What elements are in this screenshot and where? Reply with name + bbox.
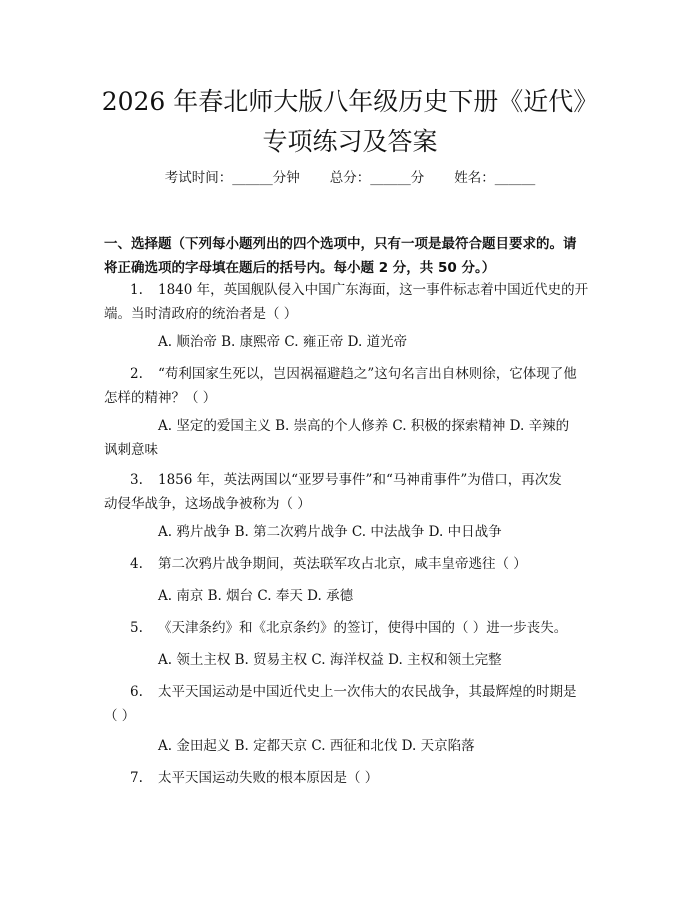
document-title-line-2: 专项练习及答案 bbox=[262, 127, 438, 156]
question-number: 3. bbox=[130, 472, 143, 488]
exam-info bbox=[0, 168, 700, 188]
question-3 bbox=[104, 468, 604, 516]
question-number: 4. bbox=[130, 556, 143, 572]
section-heading-line-1: 一、选择题（下列每小题列出的四个选项中，只有一项是最符合题目要求的。请 bbox=[104, 236, 577, 252]
exam-time-field: 考试时间：______分钟 bbox=[164, 170, 300, 186]
exam-score-field: 总分：______分 bbox=[329, 170, 425, 186]
question-6 bbox=[104, 680, 604, 728]
question-stem-line-2: 端。当时清政府的统治者是（ ） bbox=[104, 306, 298, 322]
question-4-options bbox=[104, 584, 604, 608]
question-stem-line-1: 第二次鸦片战争期间，英法联军攻占北京，咸丰皇帝逃往（ ） bbox=[158, 556, 527, 572]
question-stem-line-1: 《天津条约》和《北京条约》的签订，使得中国的（ ）进一步丧失。 bbox=[158, 620, 568, 636]
question-stem-line-2: 怎样的精神？（ ） bbox=[104, 390, 217, 406]
question-stem-line-2: （ ） bbox=[104, 708, 136, 724]
question-3-options bbox=[104, 520, 604, 544]
question-number: 7. bbox=[130, 770, 143, 786]
options-line-1: A. 南京 B. 烟台 C. 奉天 D. 承德 bbox=[158, 588, 354, 604]
question-number: 2. bbox=[130, 366, 143, 382]
section-heading bbox=[104, 232, 604, 280]
question-stem-line-2: 动侵华战争，这场战争被称为（ ） bbox=[104, 496, 311, 512]
options-line-1: A. 金田起义 B. 定都天京 C. 西征和北伐 D. 天京陷落 bbox=[158, 738, 475, 754]
options-line-1: A. 领土主权 B. 贸易主权 C. 海洋权益 D. 主权和领土完整 bbox=[158, 652, 502, 668]
options-line-1: A. 鸦片战争 B. 第二次鸦片战争 C. 中法战争 D. 中日战争 bbox=[158, 524, 502, 540]
question-1-options bbox=[104, 330, 604, 354]
question-number: 6. bbox=[130, 684, 143, 700]
options-line-1: A. 顺治帝 B. 康熙帝 C. 雍正帝 D. 道光帝 bbox=[158, 334, 408, 350]
question-5 bbox=[104, 616, 604, 640]
question-stem-line-1: 太平天国运动是中国近代史上一次伟大的农民战争，其最辉煌的时期是 bbox=[158, 684, 577, 700]
question-6-options bbox=[104, 734, 604, 758]
question-stem-line-1: 1856 年，英法两国以“亚罗号事件”和“马神甫事件”为借口，再次发 bbox=[158, 472, 562, 488]
document-title-line-1: 2026 年春北师大版八年级历史下册《近代》 bbox=[101, 87, 599, 116]
question-5-options bbox=[104, 648, 604, 672]
question-1 bbox=[104, 278, 604, 326]
question-2 bbox=[104, 362, 604, 410]
question-stem-line-1: “苟利国家生死以，岂因祸福避趋之”这句名言出自林则徐，它体现了他 bbox=[158, 366, 577, 382]
question-stem-line-1: 1840 年，英国舰队侵入中国广东海面，这一事件标志着中国近代史的开 bbox=[158, 282, 589, 298]
question-number: 5. bbox=[130, 620, 143, 636]
exam-name-field: 姓名：______ bbox=[454, 170, 536, 186]
options-line-2: 讽刺意味 bbox=[104, 442, 158, 458]
question-2-options bbox=[104, 414, 604, 462]
question-7 bbox=[104, 766, 604, 790]
question-number: 1. bbox=[130, 282, 143, 298]
question-4 bbox=[104, 552, 604, 576]
question-stem-line-1: 太平天国运动失败的根本原因是（ ） bbox=[158, 770, 379, 786]
section-heading-line-2: 将正确选项的字母填在题后的括号内。每小题 2 分，共 50 分。） bbox=[104, 260, 496, 276]
options-line-1: A. 坚定的爱国主义 B. 崇高的个人修养 C. 积极的探索精神 D. 辛辣的 bbox=[158, 418, 570, 434]
